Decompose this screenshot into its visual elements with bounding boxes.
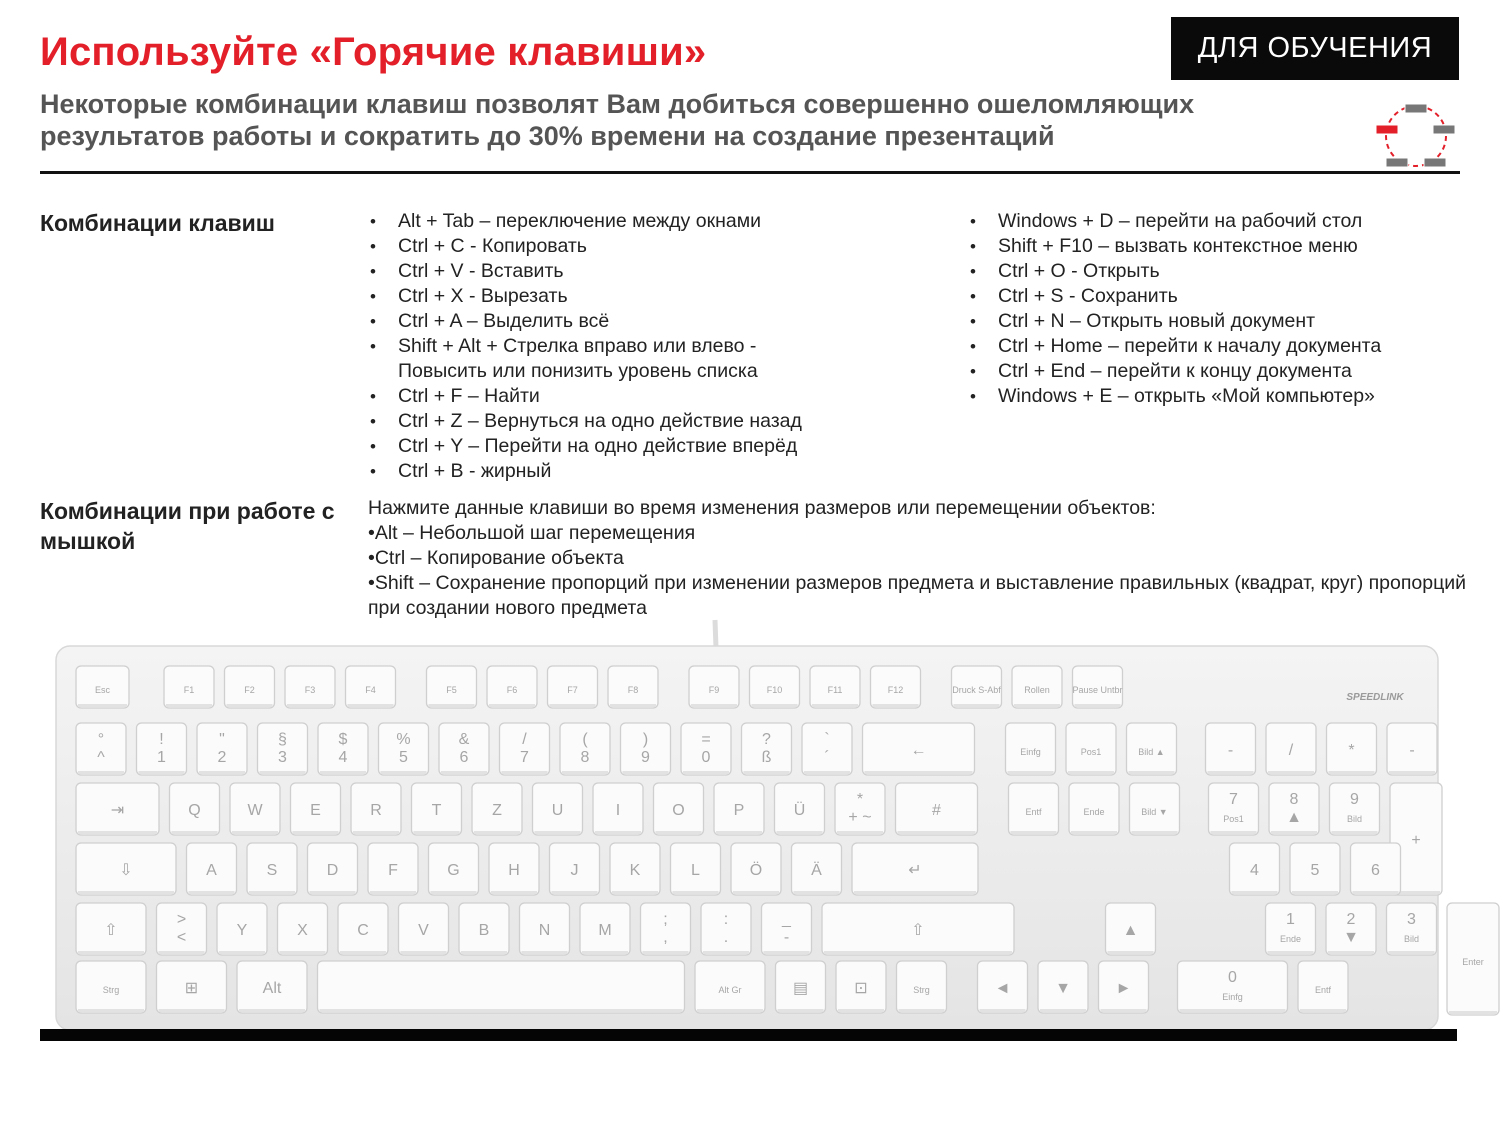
keyboard-key-label: O: [672, 802, 685, 819]
keyboard-key-label: R: [370, 802, 382, 819]
keyboard-key-shadow: [502, 771, 548, 774]
keyboard-key-label: 2: [1346, 911, 1356, 928]
keyboard-key-shadow: [189, 891, 235, 894]
keyboard-key-label: 4: [338, 749, 348, 766]
keyboard-key-label: 6: [1371, 862, 1380, 879]
keyboard-key-label: !: [159, 731, 164, 748]
keyboard-key-shadow: [954, 704, 1000, 707]
hotkeys-list-right: [968, 209, 1468, 409]
keyboard-key-shadow: [310, 891, 356, 894]
keyboard-key-shadow: [1180, 1009, 1286, 1012]
list-item: • Ctrl + Z – Вернуться на одно действие назад: [368, 409, 868, 434]
keyboard-key-label: ▼: [1055, 980, 1071, 997]
keyboard-key-label: M: [598, 922, 612, 939]
keyboard-key-label: Ende: [1279, 934, 1302, 944]
list-item: •Shift – Сохранение пропорций при изменении размеров предмета и выставление правильных (квадрат, круг) пропорций при создании нового предмета: [368, 572, 1467, 619]
keyboard-key-shadow: [172, 831, 218, 834]
keyboard-key-label: V: [418, 922, 429, 939]
list-item: • Ctrl + O - Открыть: [968, 259, 1468, 284]
slide-subtitle: Некоторые комбинации клавиш позволят Вам добиться совершенно ошеломляющих результатов работы и сократить до 30% времени на создание презентаций: [40, 89, 1195, 151]
keyboard-key-label: 1: [1286, 911, 1295, 928]
keyboard-key-shadow: [1332, 831, 1378, 834]
for-training-badge: ДЛЯ ОБУЧЕНИЯ: [1171, 17, 1459, 80]
keyboard-key-label: <: [176, 929, 187, 946]
keyboard-key-shadow: [1014, 704, 1060, 707]
keyboard-key-label: Bild ▲: [1138, 747, 1165, 757]
keyboard-key-shadow: [1108, 951, 1154, 954]
list-item: • Alt + Tab – переключение между окнами: [368, 209, 868, 234]
keyboard-key-shadow: [824, 951, 1012, 954]
list-item: •Alt – Небольшой шаг перемещения: [368, 522, 696, 544]
keyboard-key-label: ,: [663, 929, 668, 946]
keyboard-key-shadow: [348, 704, 394, 707]
keyboard-key-label: Strg: [913, 985, 930, 995]
keyboard-key-label: ⇥: [110, 802, 125, 819]
keyboard-key-shadow: [562, 771, 608, 774]
keyboard-key-label: F: [388, 862, 398, 879]
keyboard-key-shadow: [78, 771, 124, 774]
keyboard-key-label: ?: [762, 731, 771, 748]
keyboard-key-label: §: [278, 731, 287, 748]
keyboard-key-shadow: [1132, 831, 1178, 834]
keyboard-key-shadow: [78, 891, 174, 894]
keyboard-key-shadow: [78, 1009, 144, 1012]
keyboard-key-label: Druck S-Abf: [952, 685, 1001, 695]
list-item: • Ctrl + C - Копировать: [368, 234, 868, 259]
keyboard-key-label: Einfg: [1222, 992, 1243, 1002]
keyboard-key-label: (: [582, 731, 588, 748]
keyboard-key-label: /: [1288, 742, 1294, 759]
keyboard-key-label: C: [357, 922, 369, 939]
keyboard-key-shadow: [804, 771, 850, 774]
keyboard-key-label: 8: [1289, 791, 1299, 808]
keyboard-key-shadow: [1232, 891, 1278, 894]
keyboard-key-label: Pos1: [1080, 747, 1102, 757]
keyboard-key-label: W: [247, 802, 263, 819]
keyboard-key-label: F9: [708, 685, 720, 695]
keyboard-key-label: Einfg: [1020, 747, 1041, 757]
list-item: • Windows + E – открыть «Мой компьютер»: [968, 384, 1468, 409]
keyboard-key-label: Z: [492, 802, 502, 819]
keyboard-key-label: ←: [910, 742, 927, 759]
keyboard-key-shadow: [287, 704, 333, 707]
keyboard-key-shadow: [232, 831, 278, 834]
mouse-intro: Нажмите данные клавиши во время изменения размеров или перемещении объектов:: [368, 497, 1156, 519]
keyboard-key-shadow: [873, 704, 919, 707]
keyboard-key-shadow: [1040, 1009, 1086, 1012]
keyboard-key-shadow: [656, 831, 702, 834]
keyboard-key-label: 0: [701, 749, 711, 766]
section-hotkeys-label: Комбинации клавиш: [40, 210, 275, 236]
cycle-diagram-icon: [1370, 98, 1462, 178]
keyboard-key-label: %: [396, 731, 411, 748]
keyboard-key-shadow: [1300, 1009, 1346, 1012]
keyboard-key-label: H: [508, 862, 520, 879]
list-item: • Ctrl + X - Вырезать: [368, 284, 868, 309]
list-item: • Ctrl + B - жирный: [368, 459, 868, 484]
keyboard-key-shadow: [643, 951, 689, 954]
keyboard-key-label: F11: [827, 685, 843, 695]
keyboard-key-shadow: [752, 704, 798, 707]
keyboard-key-shadow: [239, 1009, 305, 1012]
keyboard-key-label: I: [615, 802, 621, 819]
keyboard-key-shadow: [1329, 771, 1375, 774]
keyboard-key-label: +: [1411, 832, 1421, 849]
keyboard-key-shadow: [794, 891, 840, 894]
keyboard-key-label: Ü: [793, 802, 806, 819]
keyboard-key-label: ▲: [1122, 922, 1139, 939]
keyboard-key-label: 5: [1310, 862, 1320, 879]
keyboard-key-shadow: [1101, 1009, 1147, 1012]
list-item: • Ctrl + Y – Перейти на одно действие вперёд: [368, 434, 868, 459]
keyboard-key-label: N: [538, 922, 551, 939]
keyboard-key-shadow: [1068, 771, 1114, 774]
keyboard-key-label: K: [629, 862, 641, 879]
keyboard-key-label: ▤: [792, 980, 809, 997]
keyboard-key-label: Strg: [102, 985, 120, 995]
keyboard-key-shadow: [474, 831, 520, 834]
keyboard-key-label: 0: [1228, 969, 1237, 986]
slide-title: Используйте «Горячие клавиши»: [40, 30, 707, 74]
keyboard-key-shadow: [812, 704, 858, 707]
hotkeys-list-left: [368, 209, 868, 484]
keyboard-key: [318, 961, 685, 1013]
keyboard-key-shadow: [293, 831, 339, 834]
keyboard-key-label: #: [932, 802, 941, 819]
list-item: • Ctrl + Home – перейти к началу документа: [968, 334, 1468, 359]
keyboard-key-shadow: [612, 891, 658, 894]
keyboard-key-shadow: [1011, 831, 1057, 834]
keyboard-key-label: Enter: [1462, 957, 1484, 967]
keyboard-key-label: 5: [399, 749, 408, 766]
keyboard-key-shadow: [854, 891, 976, 894]
keyboard-key-shadow: [898, 831, 976, 834]
keyboard-key-label: F3: [304, 685, 316, 695]
keyboard-key-label: ↵: [908, 862, 922, 879]
keyboard-key-shadow: [1389, 951, 1435, 954]
keyboard-key-label: U: [551, 802, 564, 819]
keyboard-key-label: Ende: [1083, 807, 1105, 817]
keyboard-key-shadow: [744, 771, 790, 774]
keyboard-key-label: ◄: [994, 980, 1011, 997]
keyboard-key-label: 7: [520, 749, 529, 766]
list-item: • Ctrl + End – перейти к концу документа: [968, 359, 1468, 384]
keyboard-key-shadow: [489, 704, 535, 707]
keyboard-key-label: Bild: [1403, 934, 1420, 944]
keyboard-key-shadow: [1268, 771, 1314, 774]
keyboard-key-label: 9: [1350, 791, 1359, 808]
keyboard-key-shadow: [381, 771, 427, 774]
keyboard-key-shadow: [78, 831, 157, 834]
list-item: • Ctrl + N – Открыть новый документ: [968, 309, 1468, 334]
keyboard-key-label: =: [701, 731, 711, 748]
keyboard-key-label: ⇩: [119, 862, 133, 879]
keyboard-key-shadow: [733, 891, 779, 894]
keyboard-key-shadow: [865, 771, 973, 774]
list-item: • Ctrl + A – Выделить всё: [368, 309, 868, 334]
keyboard-key-label: S: [266, 862, 278, 879]
keyboard-key-label: A: [206, 862, 217, 879]
keyboard-key-label: J: [570, 862, 579, 879]
keyboard-key-label: Y: [236, 922, 248, 939]
keyboard-key-label: P: [733, 802, 745, 819]
keyboard-key-label: F12: [887, 685, 904, 695]
keyboard-key-label: >: [176, 911, 187, 928]
keyboard-key-shadow: [1268, 951, 1314, 954]
footer-divider: [40, 1029, 1457, 1041]
keyboard-key-label: 8: [580, 749, 590, 766]
keyboard-key-shadow: [697, 1009, 763, 1012]
keyboard-key-shadow: [716, 831, 762, 834]
keyboard-key-shadow: [260, 771, 306, 774]
keyboard-key-label: ⊡: [854, 980, 868, 997]
keyboard-key-label: Ä: [811, 862, 822, 879]
keyboard-key-shadow: [778, 1009, 824, 1012]
keyboard-key-label: ": [219, 731, 225, 748]
keyboard-key-label: Bild: [1346, 814, 1363, 824]
keyboard-key-label: ß: [761, 749, 772, 766]
keyboard-key-label: D: [326, 862, 339, 879]
keyboard-key-shadow: [78, 704, 127, 707]
keyboard-key-shadow: [429, 704, 475, 707]
keyboard-key-label: Q: [188, 802, 201, 819]
keyboard-key-label: + ~: [848, 809, 872, 826]
keyboard-key-label: Pos1: [1223, 814, 1244, 824]
keyboard-key-label: Bild ▼: [1141, 807, 1168, 817]
keyboard-key-label: B: [478, 922, 490, 939]
keyboard-key-label: ⊞: [184, 980, 199, 997]
keyboard-key-shadow: [414, 831, 460, 834]
keyboard-key-label: ): [642, 731, 649, 748]
keyboard-key-shadow: [401, 951, 447, 954]
keyboard-key-label: Ö: [749, 862, 763, 879]
keyboard-key-label: :: [723, 911, 729, 928]
mouse-combinations: [368, 496, 1468, 621]
keyboard-key-label: Alt Gr: [718, 985, 742, 995]
header-divider: [40, 171, 1460, 174]
keyboard-key-label: 4: [1250, 862, 1259, 879]
keyboard-key-label: X: [297, 922, 308, 939]
keyboard-key-label: ▼: [1343, 929, 1359, 946]
keyboard-key-shadow: [899, 1009, 945, 1012]
keyboard-key-label: $: [338, 731, 348, 748]
keyboard-key-shadow: [1389, 771, 1435, 774]
keyboard-key-label: -: [1227, 742, 1234, 759]
keyboard-key-shadow: [837, 831, 883, 834]
keyboard-key-label: F10: [766, 685, 783, 695]
keyboard-key-label: ►: [1115, 980, 1132, 997]
keyboard-key-label: ^: [97, 749, 105, 766]
keyboard-key-shadow: [1328, 951, 1374, 954]
keyboard-key-shadow: [683, 771, 729, 774]
keyboard-key-shadow: [691, 704, 737, 707]
keyboard-key-label: *: [1348, 742, 1355, 759]
list-item: • Shift + F10 – вызвать контекстное меню: [968, 234, 1468, 259]
keyboard-key-shadow: [1075, 704, 1121, 707]
keyboard-key-label: ⇧: [911, 922, 925, 939]
keyboard-key-label: T: [431, 802, 442, 819]
keyboard-key-shadow: [703, 951, 749, 954]
keyboard-key-shadow: [980, 1009, 1026, 1012]
keyboard-key-shadow: [320, 771, 366, 774]
section-mouse-label: Комбинации при работе с мышкой: [40, 498, 335, 554]
keyboard-key-shadow: [1292, 891, 1338, 894]
keyboard-key-label: E: [310, 802, 321, 819]
keyboard-key-label: F8: [627, 685, 639, 695]
list-item: • Windows + D – перейти на рабочий стол: [968, 209, 1468, 234]
brand-logo: SPEEDLINK: [1346, 692, 1404, 703]
keyboard-key-shadow: [552, 891, 598, 894]
keyboard-key-label: _: [782, 911, 791, 928]
keyboard-key-shadow: [1353, 891, 1399, 894]
keyboard-key-label: 3: [278, 749, 287, 766]
keyboard-key-label: 7: [1229, 791, 1238, 808]
keyboard-key-label: 2: [217, 749, 227, 766]
keyboard-key-shadow: [431, 891, 477, 894]
list-item: • Ctrl + S - Сохранить: [968, 284, 1468, 309]
keyboard-key-label: Alt: [262, 980, 282, 997]
keyboard-key-label: 9: [641, 749, 650, 766]
keyboard-key-shadow: [441, 771, 487, 774]
keyboard-key-label: ;: [663, 911, 668, 928]
keyboard-key-label: L: [691, 862, 700, 879]
keyboard-key-shadow: [1071, 831, 1117, 834]
keyboard-key-label: G: [447, 862, 460, 879]
keyboard-key-shadow: [838, 1009, 884, 1012]
keyboard-key-shadow: [166, 704, 212, 707]
keyboard-key-shadow: [353, 831, 399, 834]
keyboard-key-shadow: [764, 951, 810, 954]
keyboard-key-label: F1: [183, 685, 195, 695]
keyboard-key-label: -: [1409, 742, 1415, 759]
keyboard-key-label: &: [458, 731, 470, 748]
list-item: •Ctrl – Копирование объекта: [368, 547, 624, 569]
keyboard-key-label: Entf: [1025, 807, 1042, 817]
keyboard-key-shadow: [159, 1009, 225, 1012]
keyboard-key-shadow: [1208, 771, 1254, 774]
keyboard-key-label: Esc: [94, 685, 111, 695]
keyboard-key-label: F6: [506, 685, 518, 695]
keyboard-key-label: Pause Untbr: [1072, 685, 1123, 695]
keyboard-key-shadow: [550, 704, 596, 707]
keyboard-key-shadow: [320, 1009, 683, 1012]
keyboard-key-label: F4: [365, 685, 376, 695]
keyboard-key-shadow: [219, 951, 265, 954]
keyboard-key-shadow: [370, 891, 416, 894]
keyboard-key-shadow: [1449, 1011, 1497, 1014]
keyboard-key-label: °: [97, 731, 105, 748]
keyboard-key-label: F7: [567, 685, 578, 695]
keyboard-key-shadow: [1008, 771, 1054, 774]
keyboard-key-label: *: [856, 791, 864, 808]
keyboard-key-shadow: [1129, 771, 1175, 774]
keyboard-key-shadow: [461, 951, 507, 954]
keyboard-key-shadow: [610, 704, 656, 707]
keyboard-key-label: ▲: [1286, 809, 1302, 826]
keyboard-key-shadow: [623, 771, 669, 774]
keyboard-key-label: Entf: [1314, 985, 1332, 995]
keyboard-key-shadow: [227, 704, 273, 707]
list-item: • Shift + Alt + Стрелка вправо или влево - Повысить или понизить уровень списка: [368, 334, 818, 384]
keyboard-key-label: 6: [459, 749, 469, 766]
keyboard-key-shadow: [139, 771, 185, 774]
keyboard-key-shadow: [340, 951, 386, 954]
keyboard-key-label: `: [824, 731, 830, 748]
keyboard-key-label: -: [783, 929, 790, 946]
keyboard-key-label: Rollen: [1024, 685, 1050, 695]
keyboard-key-label: 3: [1407, 911, 1416, 928]
keyboard-key-shadow: [535, 831, 581, 834]
list-item: • Ctrl + V - Вставить: [368, 259, 868, 284]
keyboard-key-shadow: [159, 951, 205, 954]
keyboard-illustration: [40, 620, 1484, 1030]
keyboard-key-label: ´: [824, 749, 830, 766]
keyboard-key-label: F5: [446, 685, 457, 695]
keyboard-key-shadow: [78, 951, 144, 954]
list-item: • Ctrl + F – Найти: [368, 384, 868, 409]
keyboard-key-shadow: [249, 891, 295, 894]
keyboard-key-label: F2: [244, 685, 255, 695]
keyboard-key-shadow: [491, 891, 537, 894]
keyboard-key-shadow: [1271, 831, 1317, 834]
keyboard-key-shadow: [280, 951, 326, 954]
keyboard-key-shadow: [1211, 831, 1257, 834]
keyboard-key-label: ⇧: [104, 922, 118, 939]
keyboard-key-label: 1: [157, 749, 166, 766]
keyboard-key-shadow: [595, 831, 641, 834]
keyboard-key-shadow: [673, 891, 719, 894]
keyboard-key-label: .: [723, 929, 729, 946]
keyboard-key-shadow: [582, 951, 628, 954]
keyboard-key-shadow: [777, 831, 823, 834]
keyboard-key-label: /: [522, 731, 527, 748]
keyboard-key-shadow: [199, 771, 245, 774]
keyboard-key-shadow: [522, 951, 568, 954]
